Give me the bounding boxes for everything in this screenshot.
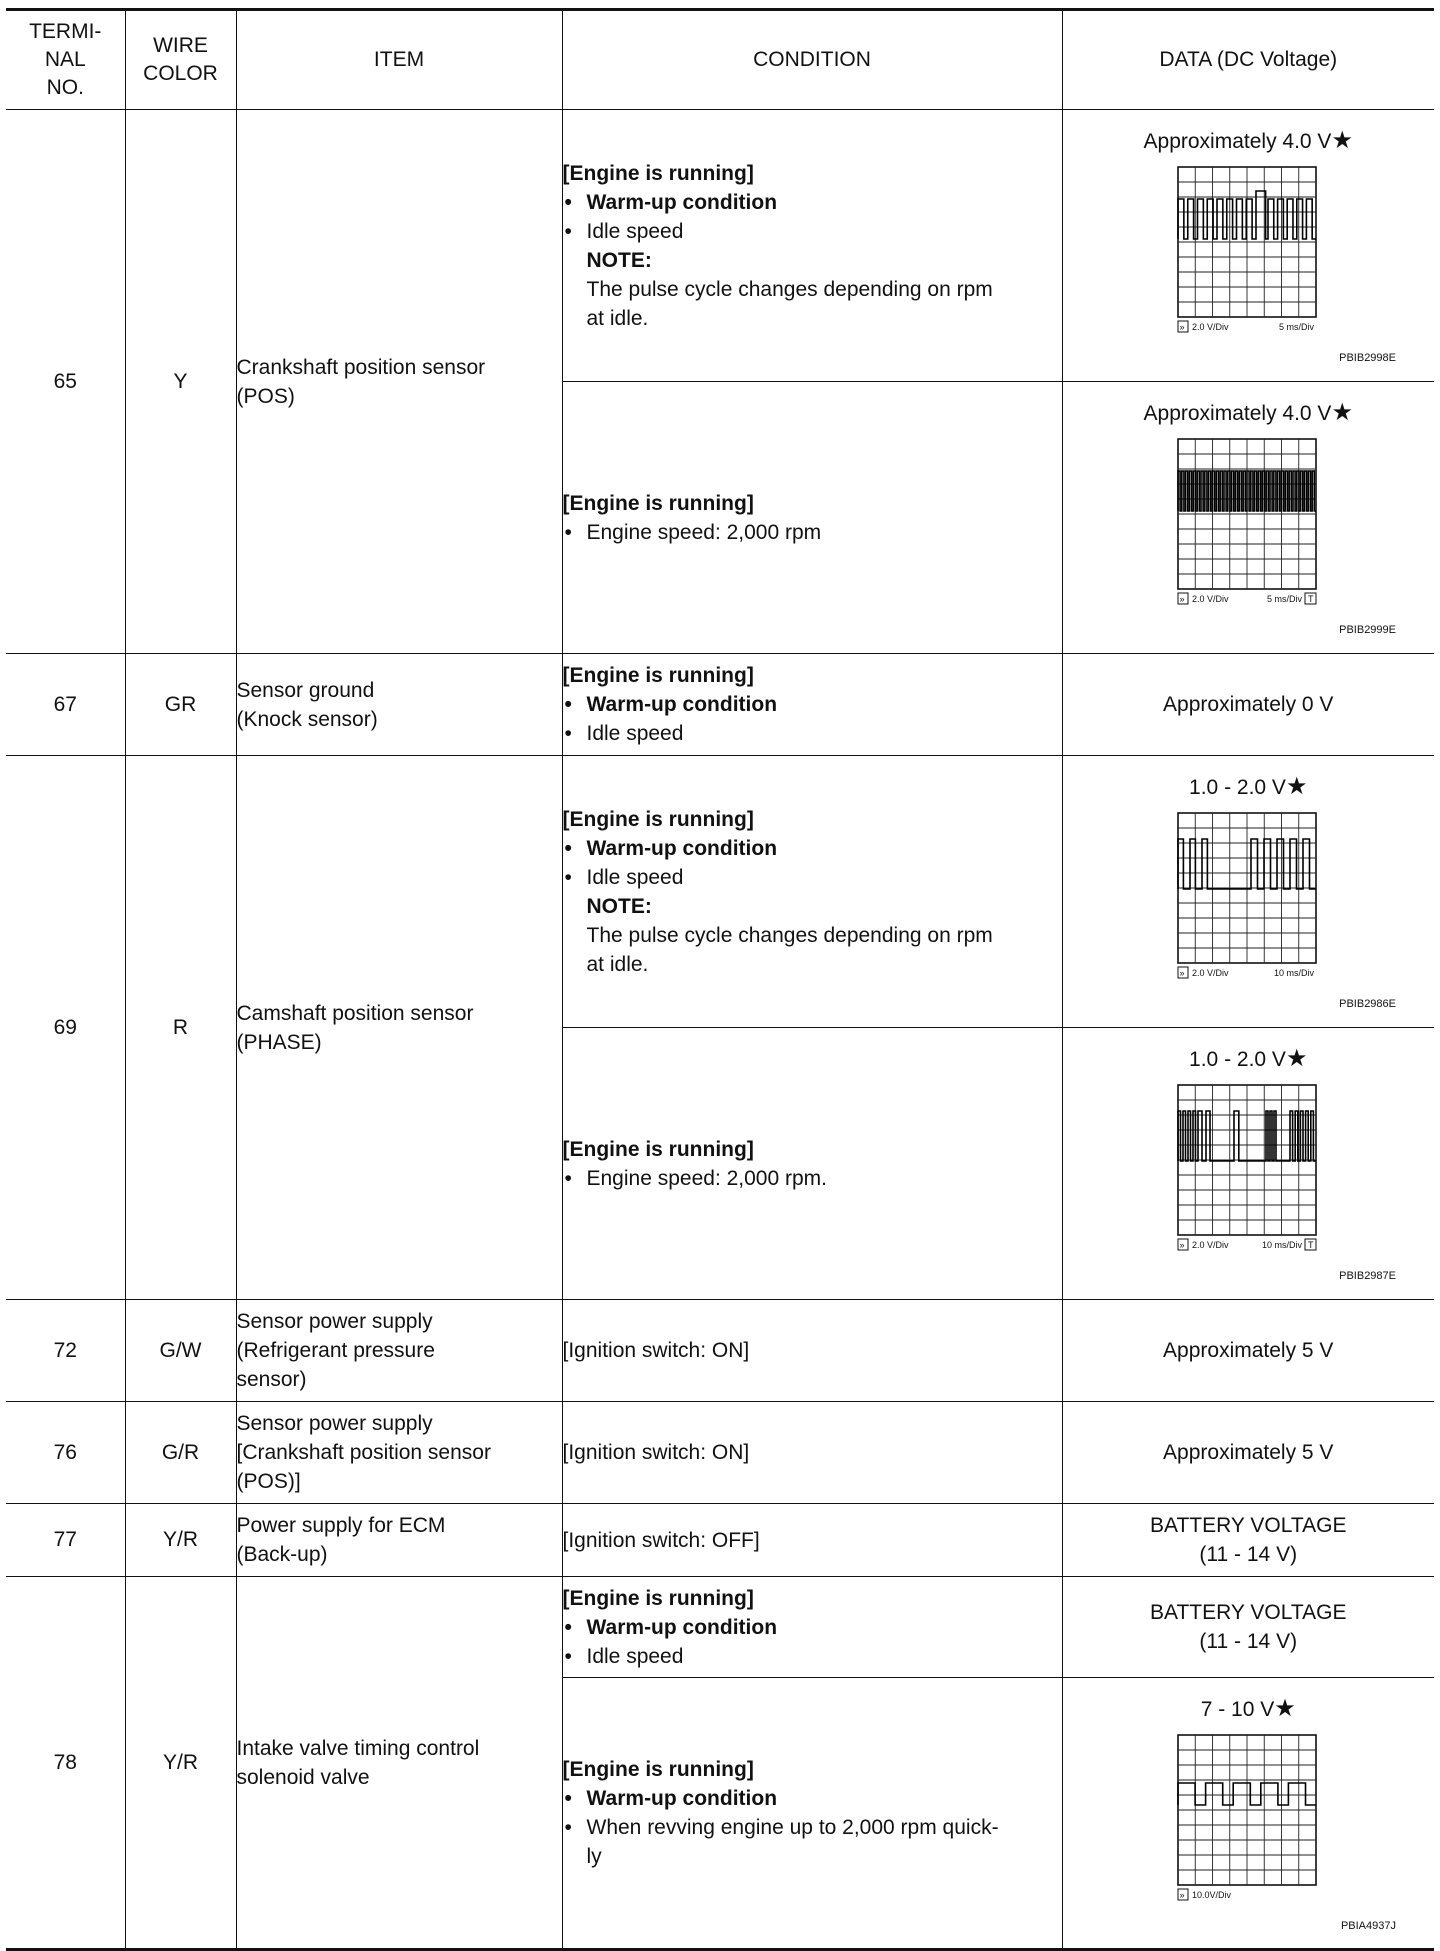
condition-heading: [Engine is running] xyxy=(562,491,754,515)
condition-bullet: • Warm-up condition xyxy=(563,1784,1062,1813)
condition-heading: [Engine is running] xyxy=(562,161,754,185)
voltage-value: Approximately 4.0 V★ xyxy=(1143,127,1353,154)
condition-heading: [Engine is running] xyxy=(562,664,754,687)
svg-text:10.0V/Div: 10.0V/Div xyxy=(1191,1889,1231,1900)
table-row xyxy=(6,756,1434,1028)
item-description: Sensor power supply (Refrigerant pressure sensor) xyxy=(236,1300,562,1402)
note-text: at idle. xyxy=(586,952,649,976)
condition-heading: [Ignition switch: ON] xyxy=(562,1300,1062,1402)
terminal-no: 77 xyxy=(6,1504,125,1577)
wire-color: GR xyxy=(125,654,236,756)
condition-bullet: • Warm-up condition xyxy=(563,188,1062,217)
voltage-value: Approximately 5 V xyxy=(1062,1402,1434,1504)
item-description: Sensor power supply [Crankshaft position sensor (POS)] xyxy=(236,1402,562,1504)
wire-color: Y/R xyxy=(125,1577,236,1950)
figure-code: PBIB2999E xyxy=(1339,624,1396,636)
terminal-no: 69 xyxy=(6,756,125,1300)
voltage-value: BATTERY VOLTAGE (11 - 14 V) xyxy=(1062,1504,1434,1577)
svg-text:2.0 V/Div: 2.0 V/Div xyxy=(1191,322,1229,332)
condition-cell xyxy=(562,1028,1062,1300)
oscilloscope-waveform xyxy=(1166,1729,1331,1911)
item-description: Camshaft position sensor (PHASE) xyxy=(236,756,562,1300)
note-text: at idle. xyxy=(586,306,649,330)
item-description: Power supply for ECM (Back-up) xyxy=(236,1504,562,1577)
figure-code: PBIA4937J xyxy=(1340,1919,1396,1932)
svg-text:»: » xyxy=(1179,1889,1185,1900)
svg-text:»: » xyxy=(1179,968,1185,978)
wire-color: G/W xyxy=(125,1300,236,1402)
data-cell xyxy=(1062,756,1434,1028)
condition-heading: [Engine is running] xyxy=(562,807,754,831)
condition-bullet: • When revving engine up to 2,000 rpm quick- ly xyxy=(563,1813,1062,1871)
table-row xyxy=(6,654,1434,756)
condition-bullet: • Idle speed xyxy=(563,217,1062,246)
condition-cell xyxy=(562,1678,1062,1950)
wire-color: Y/R xyxy=(125,1504,236,1577)
terminal-no: 76 xyxy=(6,1402,125,1504)
item-description: Sensor ground (Knock sensor) xyxy=(236,654,562,756)
oscilloscope-waveform xyxy=(1166,807,1331,989)
table-row xyxy=(6,1504,1434,1577)
condition-heading: [Engine is running] xyxy=(562,1586,754,1610)
note-text: The pulse cycle changes depending on rpm xyxy=(586,277,993,301)
note-label: NOTE: xyxy=(586,894,652,918)
wire-color: G/R xyxy=(125,1402,236,1504)
condition-heading: [Ignition switch: OFF] xyxy=(562,1504,1062,1577)
voltage-value: 1.0 - 2.0 V★ xyxy=(1189,1045,1308,1072)
voltage-value: 7 - 10 V★ xyxy=(1200,1694,1296,1722)
svg-text:T: T xyxy=(1307,1240,1314,1250)
star-icon: ★ xyxy=(1285,773,1308,800)
voltage-value: Approximately 0 V xyxy=(1062,654,1434,756)
condition-bullet: • Idle speed xyxy=(563,1642,1062,1671)
svg-text:»: » xyxy=(1179,594,1185,604)
svg-text:5 ms/Div: 5 ms/Div xyxy=(1266,594,1302,604)
item-description: Intake valve timing control solenoid valve xyxy=(236,1577,562,1950)
wire-color: R xyxy=(125,756,236,1300)
table-row xyxy=(6,1300,1434,1402)
condition-bullet: • Warm-up condition xyxy=(563,690,1062,719)
data-cell xyxy=(1062,1028,1434,1300)
voltage-value: 1.0 - 2.0 V★ xyxy=(1189,773,1308,800)
svg-text:10 ms/Div: 10 ms/Div xyxy=(1261,1240,1302,1250)
header-terminal-no: TERMI- NAL NO. xyxy=(6,10,125,110)
condition-bullet: • Warm-up condition xyxy=(563,1613,1062,1642)
header-data: DATA (DC Voltage) xyxy=(1062,10,1434,110)
terminal-no: 67 xyxy=(6,654,125,756)
data-cell xyxy=(1062,382,1434,654)
condition-bullet: • Warm-up condition xyxy=(563,834,1062,863)
svg-text:2.0 V/Div: 2.0 V/Div xyxy=(1191,594,1229,604)
star-icon: ★ xyxy=(1331,399,1353,426)
condition-cell xyxy=(562,382,1062,654)
figure-code: PBIB2998E xyxy=(1339,352,1396,364)
table-row xyxy=(6,1402,1434,1504)
figure-code: PBIB2986E xyxy=(1339,998,1396,1010)
header-condition: CONDITION xyxy=(562,10,1062,110)
svg-text:»: » xyxy=(1179,322,1185,332)
condition-cell xyxy=(562,110,1062,382)
header-item: ITEM xyxy=(236,10,562,110)
data-cell xyxy=(1062,110,1434,382)
voltage-value: BATTERY VOLTAGE (11 - 14 V) xyxy=(1062,1577,1434,1678)
terminal-no: 72 xyxy=(6,1300,125,1402)
svg-text:»: » xyxy=(1179,1240,1185,1250)
header-row xyxy=(6,10,1434,110)
condition-bullet: • Engine speed: 2,000 rpm xyxy=(563,518,1062,547)
oscilloscope-waveform xyxy=(1166,161,1331,343)
star-icon: ★ xyxy=(1274,1694,1296,1722)
header-wire-color: WIRE COLOR xyxy=(125,10,236,110)
svg-text:2.0 V/Div: 2.0 V/Div xyxy=(1191,1240,1229,1250)
terminal-no: 78 xyxy=(6,1577,125,1950)
svg-text:2.0 V/Div: 2.0 V/Div xyxy=(1191,968,1229,978)
figure-code: PBIB2987E xyxy=(1339,1270,1396,1282)
data-cell xyxy=(1062,1678,1434,1950)
item-description: Crankshaft position sensor (POS) xyxy=(236,110,562,654)
condition-cell xyxy=(562,756,1062,1028)
condition-bullet: • Engine speed: 2,000 rpm. xyxy=(563,1164,1062,1193)
condition-heading: [Engine is running] xyxy=(562,1137,754,1161)
voltage-value: Approximately 4.0 V★ xyxy=(1143,399,1353,426)
svg-text:5 ms/Div: 5 ms/Div xyxy=(1278,322,1314,332)
table-row xyxy=(6,1577,1434,1678)
condition-bullet: • Idle speed xyxy=(563,719,1062,748)
condition-cell xyxy=(562,1577,1062,1678)
note-label: NOTE: xyxy=(586,248,652,272)
oscilloscope-waveform xyxy=(1166,433,1331,615)
voltage-value: Approximately 5 V xyxy=(1062,1300,1434,1402)
condition-bullet: • Idle speed xyxy=(563,863,1062,892)
svg-text:T: T xyxy=(1307,594,1314,604)
wire-color: Y xyxy=(125,110,236,654)
star-icon: ★ xyxy=(1331,127,1353,154)
star-icon: ★ xyxy=(1285,1045,1308,1072)
condition-cell xyxy=(562,654,1062,756)
svg-text:10 ms/Div: 10 ms/Div xyxy=(1273,968,1314,978)
terminal-no: 65 xyxy=(6,110,125,654)
table-row xyxy=(6,110,1434,382)
condition-heading: [Engine is running] xyxy=(562,1758,754,1781)
ecm-terminal-table xyxy=(6,8,1434,1951)
oscilloscope-waveform xyxy=(1166,1079,1331,1261)
condition-heading: [Ignition switch: ON] xyxy=(562,1402,1062,1504)
note-text: The pulse cycle changes depending on rpm xyxy=(586,923,993,947)
